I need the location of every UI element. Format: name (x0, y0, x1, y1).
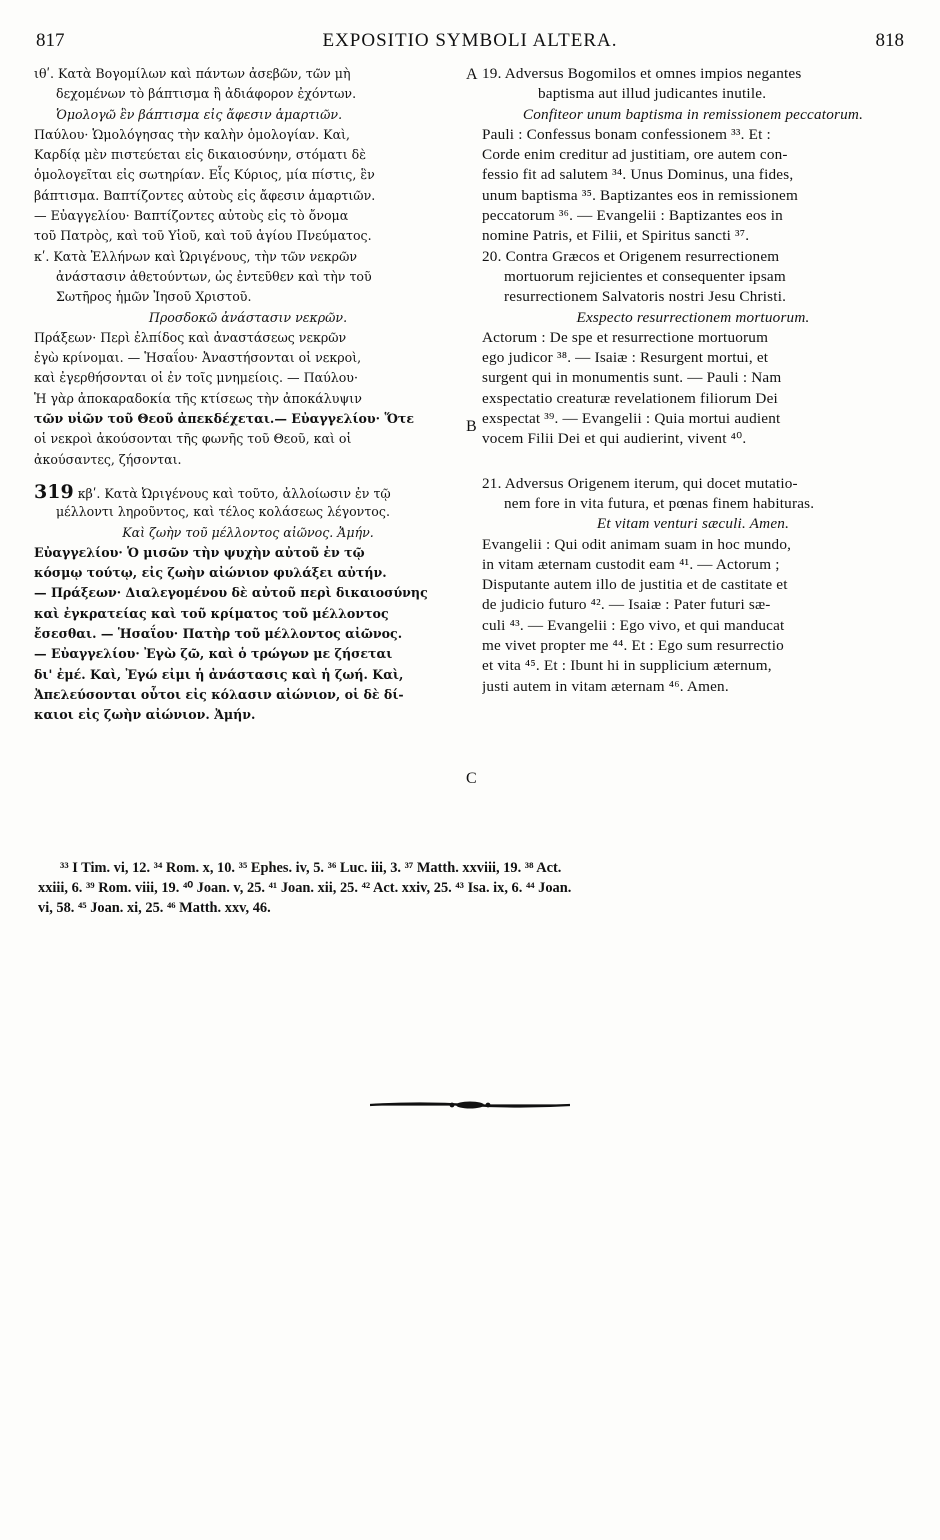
latin-column (482, 64, 904, 697)
latin-line: 21. Adversus Origenem iterum, qui docet mutatio- (482, 474, 798, 492)
footnote-line: vi, 58. ⁴⁵ Joan. xi, 25. ⁴⁶ Matth. xxv, 46. (38, 900, 271, 916)
greek-line: τῶν υἱῶν τοῦ Θεοῦ ἀπεκδέχεται.— Εὐαγγελίου· Ὅτε (34, 411, 415, 427)
latin-line: mortuorum rejicientes et consequenter ipsam (504, 267, 786, 285)
latin-line: ego judicor ³⁸. — Isaiæ : Resurgent mortui, et (482, 349, 769, 367)
greek-line: Σωτῆρος ἡμῶν Ἰησοῦ Χριστοῦ. (56, 289, 252, 305)
greek-line: ἀνάστασιν ἀθετούντων, ὡς ἐντεῦθεν καὶ τὴν τοῦ (56, 268, 372, 284)
latin-line: peccatorum ³⁶. — Evangelii : Baptizantes eos in (482, 207, 783, 225)
greek-line: δεχομένων τὸ βάπτισμα ἢ ἀδιάφορον ἐχόντων. (56, 86, 357, 102)
greek-line: — Εὐαγγελίου· Ἐγὼ ζῶ, καὶ ὁ τρώγων με ζήσεται (34, 646, 393, 662)
latin-line: Pauli : Confessus bonam confessionem ³³. Et : (482, 125, 771, 143)
latin-line: exspectat ³⁹. — Evangelii : Quia mortui audient (482, 410, 781, 428)
greek-line: ἀκούσαντες, ζήσονται. (34, 451, 182, 467)
greek-line: ιθʹ. Κατὰ Βογομίλων καὶ πάντων ἀσεβῶν, τῶν μὴ (34, 66, 351, 81)
latin-line: Exspecto resurrectionem mortuorum. (576, 308, 810, 326)
greek-line: Ὁμολογῶ ἓν βάπτισμα εἰς ἄφεσιν ἁμαρτιῶν. (56, 106, 343, 122)
latin-line: Corde enim creditur ad justitiam, ore autem con- (482, 146, 788, 164)
page-header (36, 30, 904, 58)
latin-line: de judicio futuro ⁴². — Isaiæ : Pater futuri sæ- (482, 596, 771, 614)
latin-line: resurrectionem Salvatoris nostri Jesu Christi. (504, 288, 787, 306)
latin-line: Confiteor unum baptisma in remissionem peccatorum. (522, 105, 864, 123)
greek-line: μέλλοντι ληροῦντος, καὶ τέλος κολάσεως λέγοντος. (56, 504, 390, 520)
greek-line: κʹ. Κατὰ Ἑλλήνων καὶ Ὠριγένους, τὴν τῶν νεκρῶν (34, 248, 358, 264)
page-number-right: 818 (875, 30, 904, 51)
latin-line: me vivet propter me ⁴⁴. Et : Ego sum resurrectio (482, 637, 784, 655)
greek-line: οἱ νεκροὶ ἀκούσονται τῆς φωνῆς τοῦ Θεοῦ, καὶ οἱ (34, 431, 352, 447)
greek-line: Πράξεων· Περὶ ἐλπίδος καὶ ἀναστάσεως νεκρῶν (34, 329, 347, 345)
latin-line: Evangelii : Qui odit animam suam in hoc mundo, (482, 535, 792, 553)
greek-line: ἐγὼ κρίνομαι. — Ἡσαΐου· Ἀναστήσονται οἱ νεκροὶ, (34, 350, 362, 366)
greek-line: καὶ ἐγκρατείας καὶ τοῦ κρίματος τοῦ μέλλοντος (34, 605, 389, 621)
latin-line: vocem Filii Dei et qui audierint, vivent ⁴⁰. (482, 430, 747, 448)
greek-line: δι' ἐμέ. Καὶ, Ἐγώ εἰμι ἡ ἀνάστασις καὶ ἡ ζωή. Καὶ, (34, 666, 404, 682)
greek-line: Ἡ γὰρ ἀποκαραδοκία τῆς κτίσεως τὴν ἀποκάλυψιν (34, 390, 362, 406)
footnotes (38, 858, 910, 918)
greek-line: — Εὐαγγελίου· Βαπτίζοντες αὐτοὺς εἰς τὸ ὄνομα (34, 208, 349, 224)
latin-line: et vita ⁴⁵. Et : Ibunt hi in supplicium æternum, (482, 657, 772, 675)
latin-line: in vitam æternam custodit eam ⁴¹. — Actorum ; (482, 555, 780, 573)
greek-line: — Πράξεων· Διαλεγομένου δὲ αὐτοῦ περὶ δικαιοσύνης (34, 585, 428, 601)
greek-line: κβʹ. Κατὰ Ὠριγένους καὶ τοῦτο, ἀλλοίωσιν ἐν τῷ (77, 485, 391, 501)
greek-line: Ἀπελεύσονται οὗτοι εἰς κόλασιν αἰώνιον, οἱ δὲ δί- (34, 686, 404, 702)
latin-line: nem fore in vita futura, et pœnas finem habituras. (504, 494, 815, 512)
greek-line: Παύλου· Ὡμολόγησας τὴν καλὴν ὁμολογίαν. Καὶ, (34, 126, 351, 142)
latin-line: exspectatio creaturæ revelationem filiorum Dei (482, 389, 778, 407)
running-title: EXPOSITIO SYMBOLI ALTERA. (322, 30, 618, 51)
greek-line: κόσμῳ τούτῳ, εἰς ζωὴν αἰώνιον φυλάξει αὐτήν. (34, 565, 387, 581)
column-number: 319 (34, 481, 74, 503)
latin-line: unum baptisma ³⁵. Baptizantes eos in remissionem (482, 186, 798, 204)
greek-line: τοῦ Πατρὸς, καὶ τοῦ Υἱοῦ, καὶ τοῦ ἁγίου Πνεύματος. (34, 228, 372, 244)
latin-line: Actorum : De spe et resurrectione mortuorum (482, 328, 769, 346)
ornamental-rule (370, 1100, 570, 1110)
margin-letter-b: B (466, 418, 477, 435)
margin-letter-c: C (466, 770, 477, 787)
greek-line: καὶ ἐγερθήσονται οἱ ἐν τοῖς μνημείοις. — Παύλου· (34, 370, 358, 386)
page-number-left: 817 (36, 30, 65, 51)
margin-letter-a: A (466, 66, 478, 83)
latin-line: Et vitam venturi sæculi. Amen. (596, 515, 790, 533)
latin-line: justi autem in vitam æternam ⁴⁶. Amen. (482, 677, 729, 695)
latin-line: Disputante autem illo de justitia et de castitate et (482, 576, 788, 594)
greek-line: ὁμολογεῖται εἰς σωτηρίαν. Εἷς Κύριος, μία πίστις, ἓν (34, 167, 375, 183)
latin-line: fessio fit ad salutem ³⁴. Unus Dominus, una fides, (482, 166, 794, 184)
latin-line: baptisma aut illud judicantes inutile. (538, 85, 767, 103)
greek-line: Προσδοκῶ ἀνάστασιν νεκρῶν. (148, 309, 348, 325)
greek-line: καιοι εἰς ζωὴν αἰώνιον. Ἀμήν. (34, 707, 256, 723)
greek-column (34, 64, 462, 726)
greek-line: Καὶ ζωὴν τοῦ μέλλοντος αἰῶνος. Ἀμήν. (122, 524, 374, 540)
latin-line: 20. Contra Græcos et Origenem resurrectionem (482, 247, 780, 265)
latin-line: surgent qui in monumentis sunt. — Pauli : Nam (482, 369, 782, 387)
footnote-line: ³³ I Tim. vi, 12. ³⁴ Rom. x, 10. ³⁵ Ephes. iv, 5. ³⁶ Luc. iii, 3. ³⁷ Matth. xxviii, 19. ³⁸ Act. (60, 860, 562, 876)
footnote-line: xxiii, 6. ³⁹ Rom. viii, 19. ⁴⁰ Joan. v, 25. ⁴¹ Joan. xii, 25. ⁴² Act. xxiv, 25. ⁴³ Isa. ix, 6. ⁴⁴ Joan. (38, 880, 572, 896)
latin-line: culi ⁴³. — Evangelii : Ego vivo, et qui manducat (482, 616, 785, 634)
greek-line: βάπτισμα. Βαπτίζοντες αὐτοὺς εἰς ἄφεσιν ἁμαρτιῶν. (34, 187, 376, 203)
greek-line: Καρδίᾳ μὲν πιστεύεται εἰς δικαιοσύνην, στόματι δὲ (34, 147, 366, 163)
latin-line: nomine Patris, et Filii, et Spiritus sancti ³⁷. (482, 227, 750, 245)
greek-line: Εὐαγγελίου· Ὁ μισῶν τὴν ψυχὴν αὐτοῦ ἐν τῷ (34, 544, 365, 560)
greek-line: ἔσεσθαι. — Ἡσαΐου· Πατὴρ τοῦ μέλλοντος αἰῶνος. (34, 626, 403, 642)
greek-line-with-col-number (34, 482, 462, 502)
latin-line: 19. Adversus Bogomilos et omnes impios negantes (482, 65, 802, 82)
